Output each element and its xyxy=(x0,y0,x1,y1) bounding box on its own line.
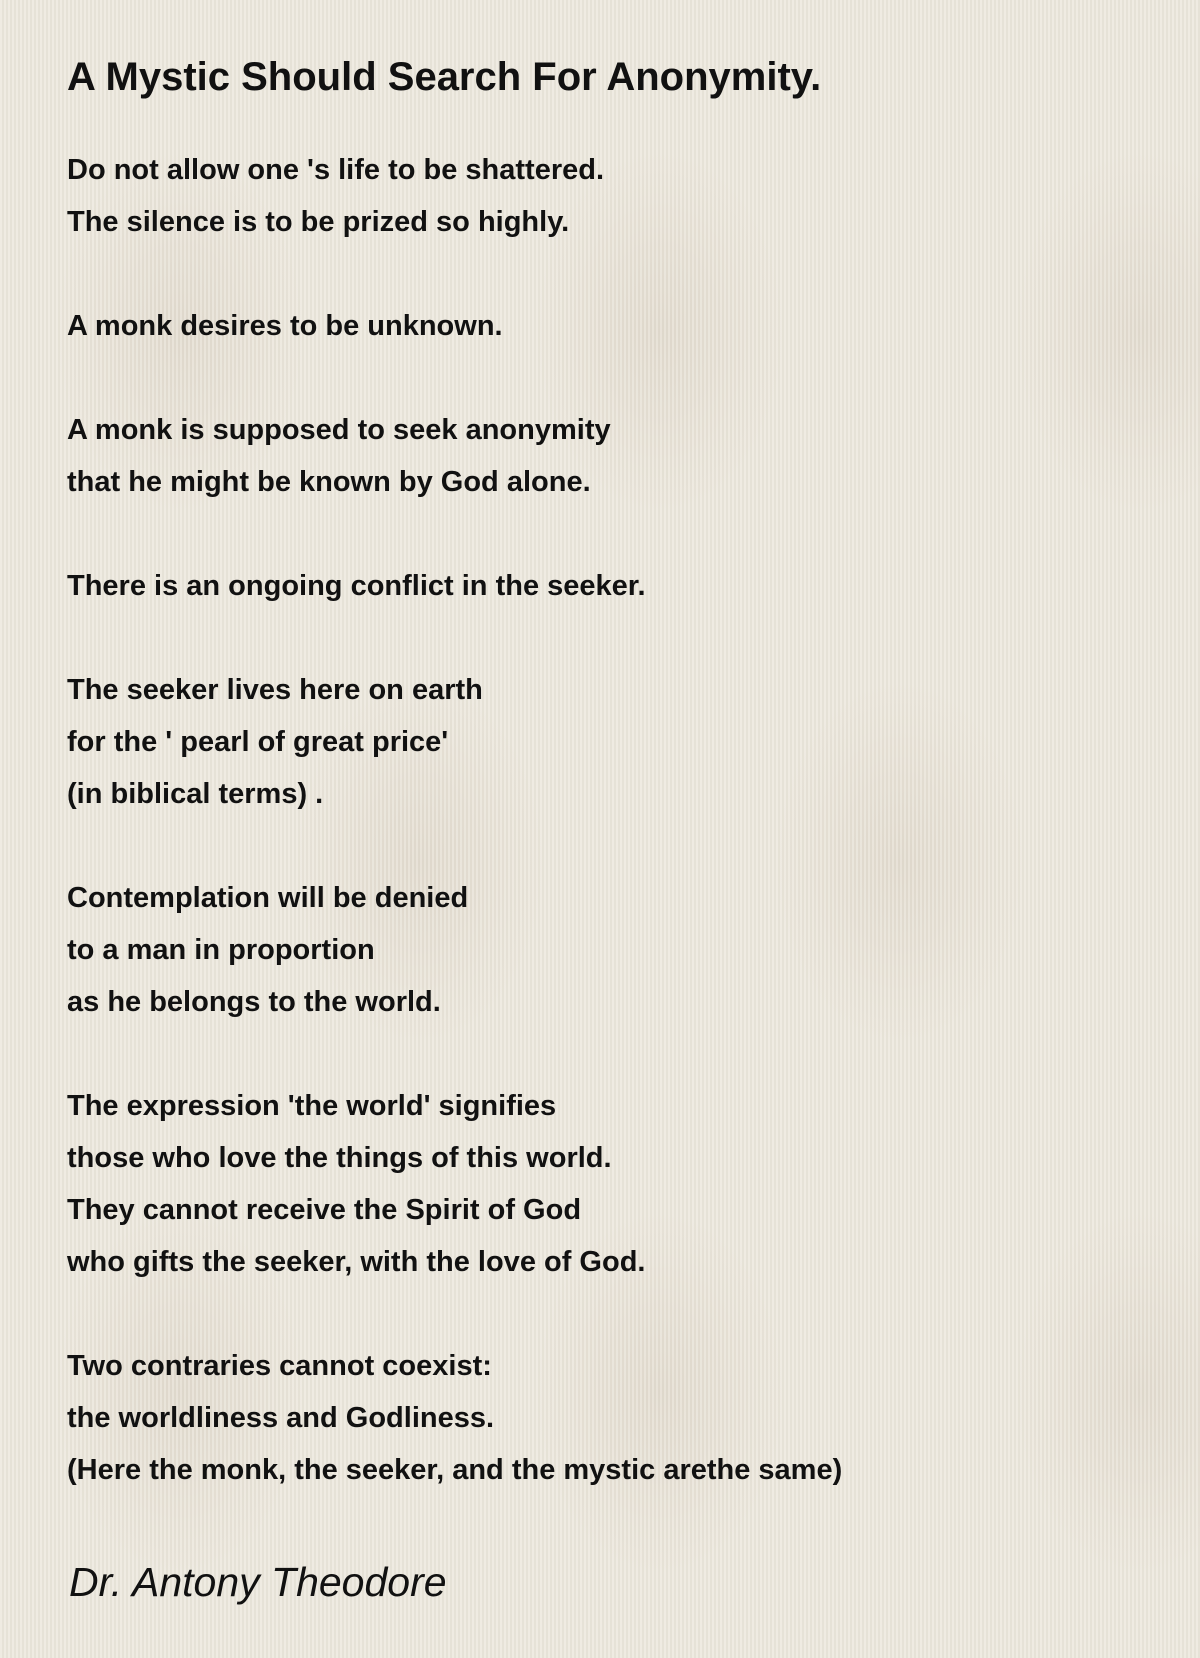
poem-author: Dr. Antony Theodore xyxy=(69,1559,447,1605)
stanza xyxy=(67,1340,1147,1496)
poem-line: The seeker lives here on earth xyxy=(67,674,483,706)
poem-title: A Mystic Should Search For Anonymity. xyxy=(67,55,822,99)
poem-line: The silence is to be prized so highly. xyxy=(67,206,570,238)
poem-line: Do not allow one 's life to be shattered. xyxy=(67,154,605,186)
poem-line: (Here the monk, the seeker, and the mystic arethe same) xyxy=(67,1454,843,1486)
poem-body xyxy=(67,144,1147,1496)
poem-line: that he might be known by God alone. xyxy=(67,466,591,498)
poem-line: the worldliness and Godliness. xyxy=(67,1402,495,1434)
stanza xyxy=(67,1080,1147,1288)
poem-line: Contemplation will be denied xyxy=(67,882,469,914)
stanza xyxy=(67,144,1147,248)
poem-line: The expression 'the world' signifies xyxy=(67,1090,557,1122)
poem-line: Two contraries cannot coexist: xyxy=(67,1350,492,1382)
stanza xyxy=(67,872,1147,1028)
poem-line: A monk desires to be unknown. xyxy=(67,310,503,342)
poem-line: to a man in proportion xyxy=(67,934,375,966)
stanza xyxy=(67,300,1147,352)
poem-line: those who love the things of this world. xyxy=(67,1142,612,1174)
poem-line: for the ' pearl of great price' xyxy=(67,726,449,758)
poem-line: A monk is supposed to seek anonymity xyxy=(67,414,611,446)
poem-line: They cannot receive the Spirit of God xyxy=(67,1194,582,1226)
poem-line: (in biblical terms) . xyxy=(67,778,324,810)
stanza xyxy=(67,560,1147,612)
stanza xyxy=(67,404,1147,508)
poem-line: who gifts the seeker, with the love of God. xyxy=(67,1246,646,1278)
poem-page xyxy=(67,50,1147,1496)
poem-line: There is an ongoing conflict in the seeker. xyxy=(67,570,646,602)
poem-line: as he belongs to the world. xyxy=(67,986,441,1018)
stanza xyxy=(67,664,1147,820)
